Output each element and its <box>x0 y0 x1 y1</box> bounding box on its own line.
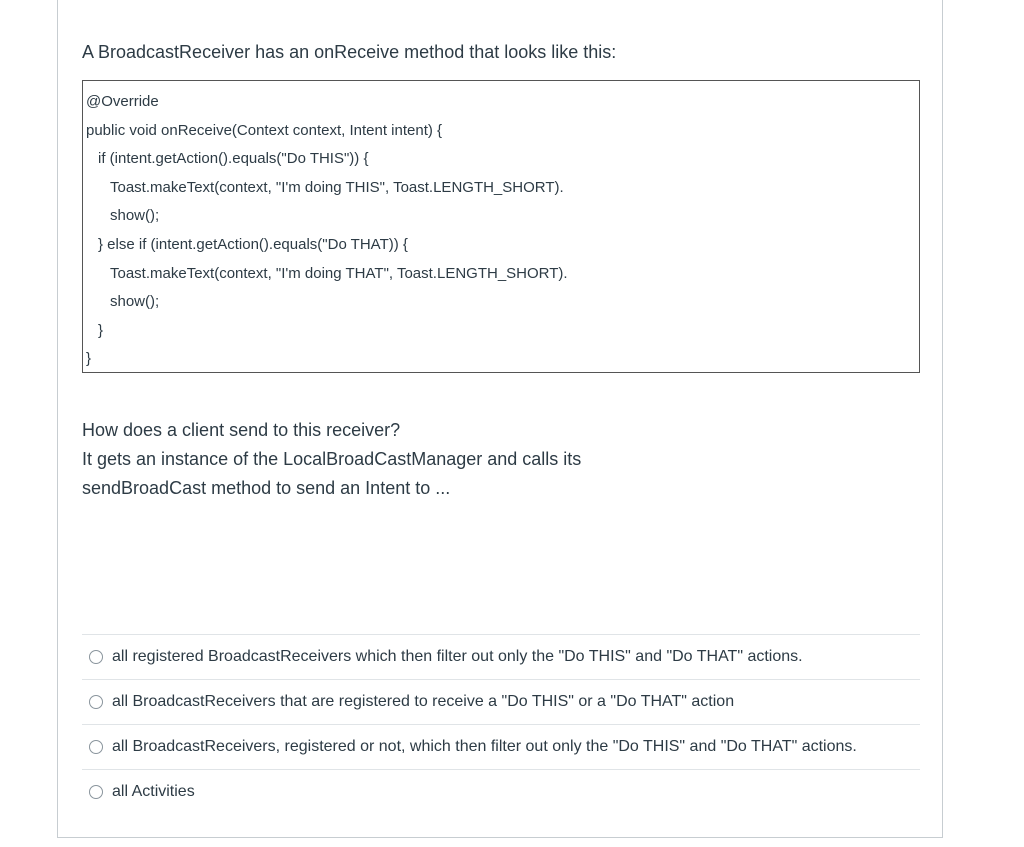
code-line: } <box>98 321 104 339</box>
code-line: show(); <box>110 293 160 311</box>
radio-button[interactable] <box>89 740 103 754</box>
code-line: if (intent.getAction().equals("Do THIS")) { <box>98 150 369 168</box>
code-line: } else if (intent.getAction().equals("Do THAT)) { <box>98 235 408 253</box>
answer-option-3[interactable] <box>82 724 920 769</box>
question-prompt-line: It gets an instance of the LocalBroadCastManager and calls its sendBroadCast method to send an Intent to ... <box>82 449 582 498</box>
question-prompt-line: How does a client send to this receiver? <box>82 420 401 440</box>
radio-button[interactable] <box>89 650 103 664</box>
code-line: public void onReceive(Context context, Intent intent) { <box>86 121 443 139</box>
code-line: Toast.makeText(context, "I'm doing THIS", Toast.LENGTH_SHORT). <box>110 178 564 196</box>
answer-label: all registered BroadcastReceivers which then filter out only the "Do THIS" and "Do THAT" actions. <box>112 648 803 665</box>
code-line: @Override <box>86 93 159 110</box>
answer-label: all Activities <box>112 783 195 800</box>
question-intro: A BroadcastReceiver has an onReceive method that looks like this: <box>82 42 617 62</box>
code-line: } <box>86 350 92 368</box>
question-prompt <box>82 416 642 503</box>
answer-option-4[interactable] <box>82 769 920 814</box>
answer-option-2[interactable] <box>82 679 920 724</box>
answer-label: all BroadcastReceivers, registered or not, which then filter out only the "Do THIS" and "Do THAT" actions. <box>112 738 857 755</box>
answer-list <box>82 634 920 814</box>
radio-button[interactable] <box>89 695 103 709</box>
answer-label: all BroadcastReceivers that are registered to receive a "Do THIS" or a "Do THAT" action <box>112 693 735 710</box>
code-line: Toast.makeText(context, "I'm doing THAT", Toast.LENGTH_SHORT). <box>110 264 568 282</box>
code-block <box>82 80 920 373</box>
code-line: show(); <box>110 207 160 225</box>
answer-option-1[interactable] <box>82 634 920 679</box>
radio-button[interactable] <box>89 785 103 799</box>
